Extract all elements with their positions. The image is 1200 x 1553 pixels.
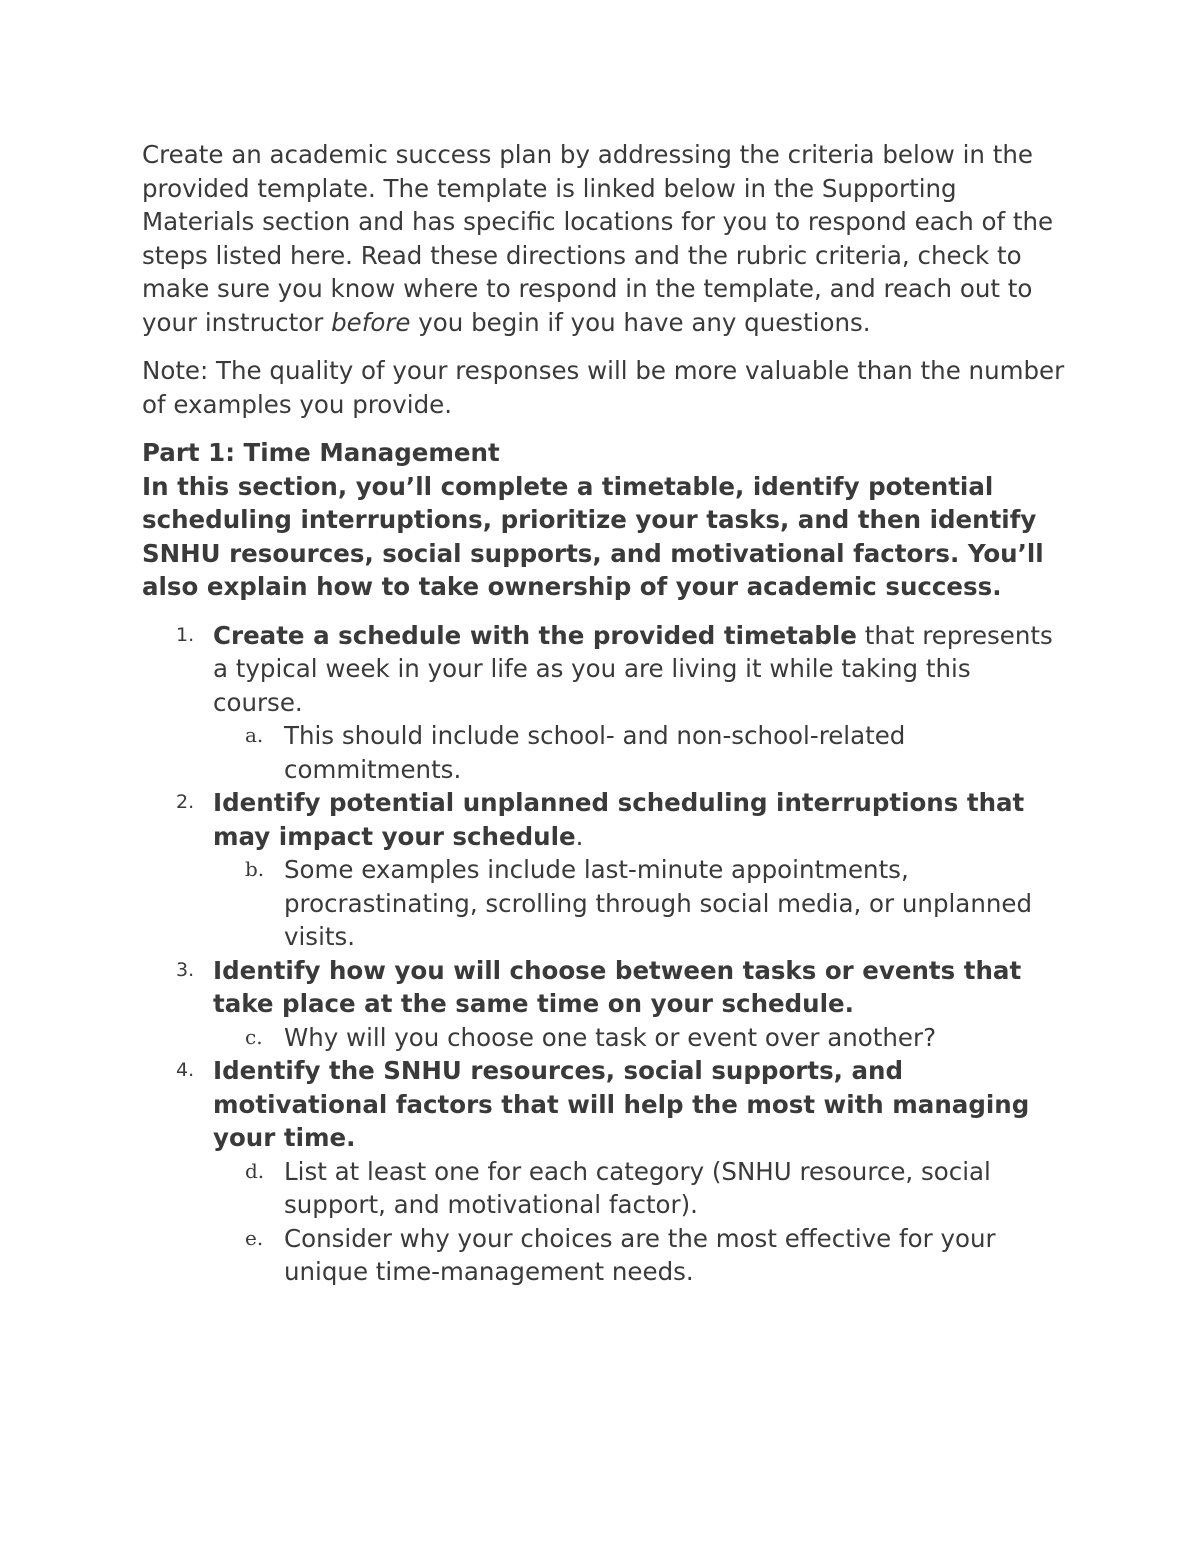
item-text: that represents a typical week in your life as you are living it while taking this course. <box>213 620 1053 717</box>
sub-list <box>213 853 1067 954</box>
intro-paragraph: Create an academic success plan by addressing the criteria below in the provided template. The template is linked below in the Supporting Materials section and has specific locations for you to respond each of the steps listed here. Read these directions and the rubric criteria, check to make sure you know where to respond in the template, and reach out to your instructor before you begin if you have any questions. <box>142 140 1054 337</box>
sub-list-marker: c. <box>245 1024 263 1049</box>
sub-list <box>213 719 1067 786</box>
sub-list-item <box>213 719 1067 786</box>
item-heading: Create a schedule with the provided timetable <box>213 620 857 650</box>
list-item <box>142 954 1067 1055</box>
sub-list-item <box>213 1021 1067 1055</box>
part1-description: In this section, you’ll complete a timetable, identify potential scheduling interruptions, prioritize your tasks, and then identify SNHU resources, social supports, and motivational factors. You’ll also explain how to take ownership of your academic success. <box>142 471 1044 601</box>
list-item <box>142 619 1067 787</box>
sub-list-text: List at least one for each category (SNHU resource, social support, and motivational factor). <box>284 1156 991 1219</box>
sub-list-text: Consider why your choices are the most effective for your unique time-management needs. <box>284 1223 996 1286</box>
note-paragraph: Note: The quality of your responses will be more valuable than the number of examples you provide. <box>142 356 1065 419</box>
list-number: 2. <box>176 791 195 813</box>
list-item <box>142 786 1067 954</box>
item-heading: Identify how you will choose between tasks or events that take place at the same time on your schedule. <box>213 955 1022 1018</box>
sub-list-marker: d. <box>245 1158 265 1183</box>
list-item <box>142 1054 1067 1289</box>
item-heading: Identify the SNHU resources, social supports, and motivational factors that will help the most with managing your time. <box>213 1056 1030 1152</box>
list-number: 1. <box>176 623 195 646</box>
sub-list-marker: b. <box>245 857 265 881</box>
sub-list <box>213 1021 1067 1055</box>
sub-list-item <box>213 1222 1067 1289</box>
document-page <box>142 138 1067 1289</box>
sub-list-text: Why will you choose one task or event over another? <box>284 1022 937 1052</box>
item-text: . <box>575 821 584 851</box>
part1-section <box>142 436 1067 604</box>
sub-list-text: Some examples include last-minute appointments, procrastinating, scrolling through social media, or unplanned visits. <box>284 855 1033 951</box>
list-number: 3. <box>176 958 195 981</box>
list-number: 4. <box>176 1059 195 1081</box>
sub-list-marker: a. <box>245 723 264 747</box>
sub-list-text: This should include school- and non-school-related commitments. <box>284 721 906 784</box>
item-heading: Identify potential unplanned scheduling interruptions that may impact your schedule <box>213 788 1025 851</box>
part1-title: Part 1: Time Management <box>142 438 500 467</box>
sub-list <box>213 1155 1067 1289</box>
intro-emphasis: before <box>331 307 411 337</box>
sub-list-item <box>213 1155 1067 1222</box>
sub-list-item <box>213 853 1067 954</box>
criteria-list <box>142 619 1067 1289</box>
sub-list-marker: e. <box>245 1225 264 1250</box>
